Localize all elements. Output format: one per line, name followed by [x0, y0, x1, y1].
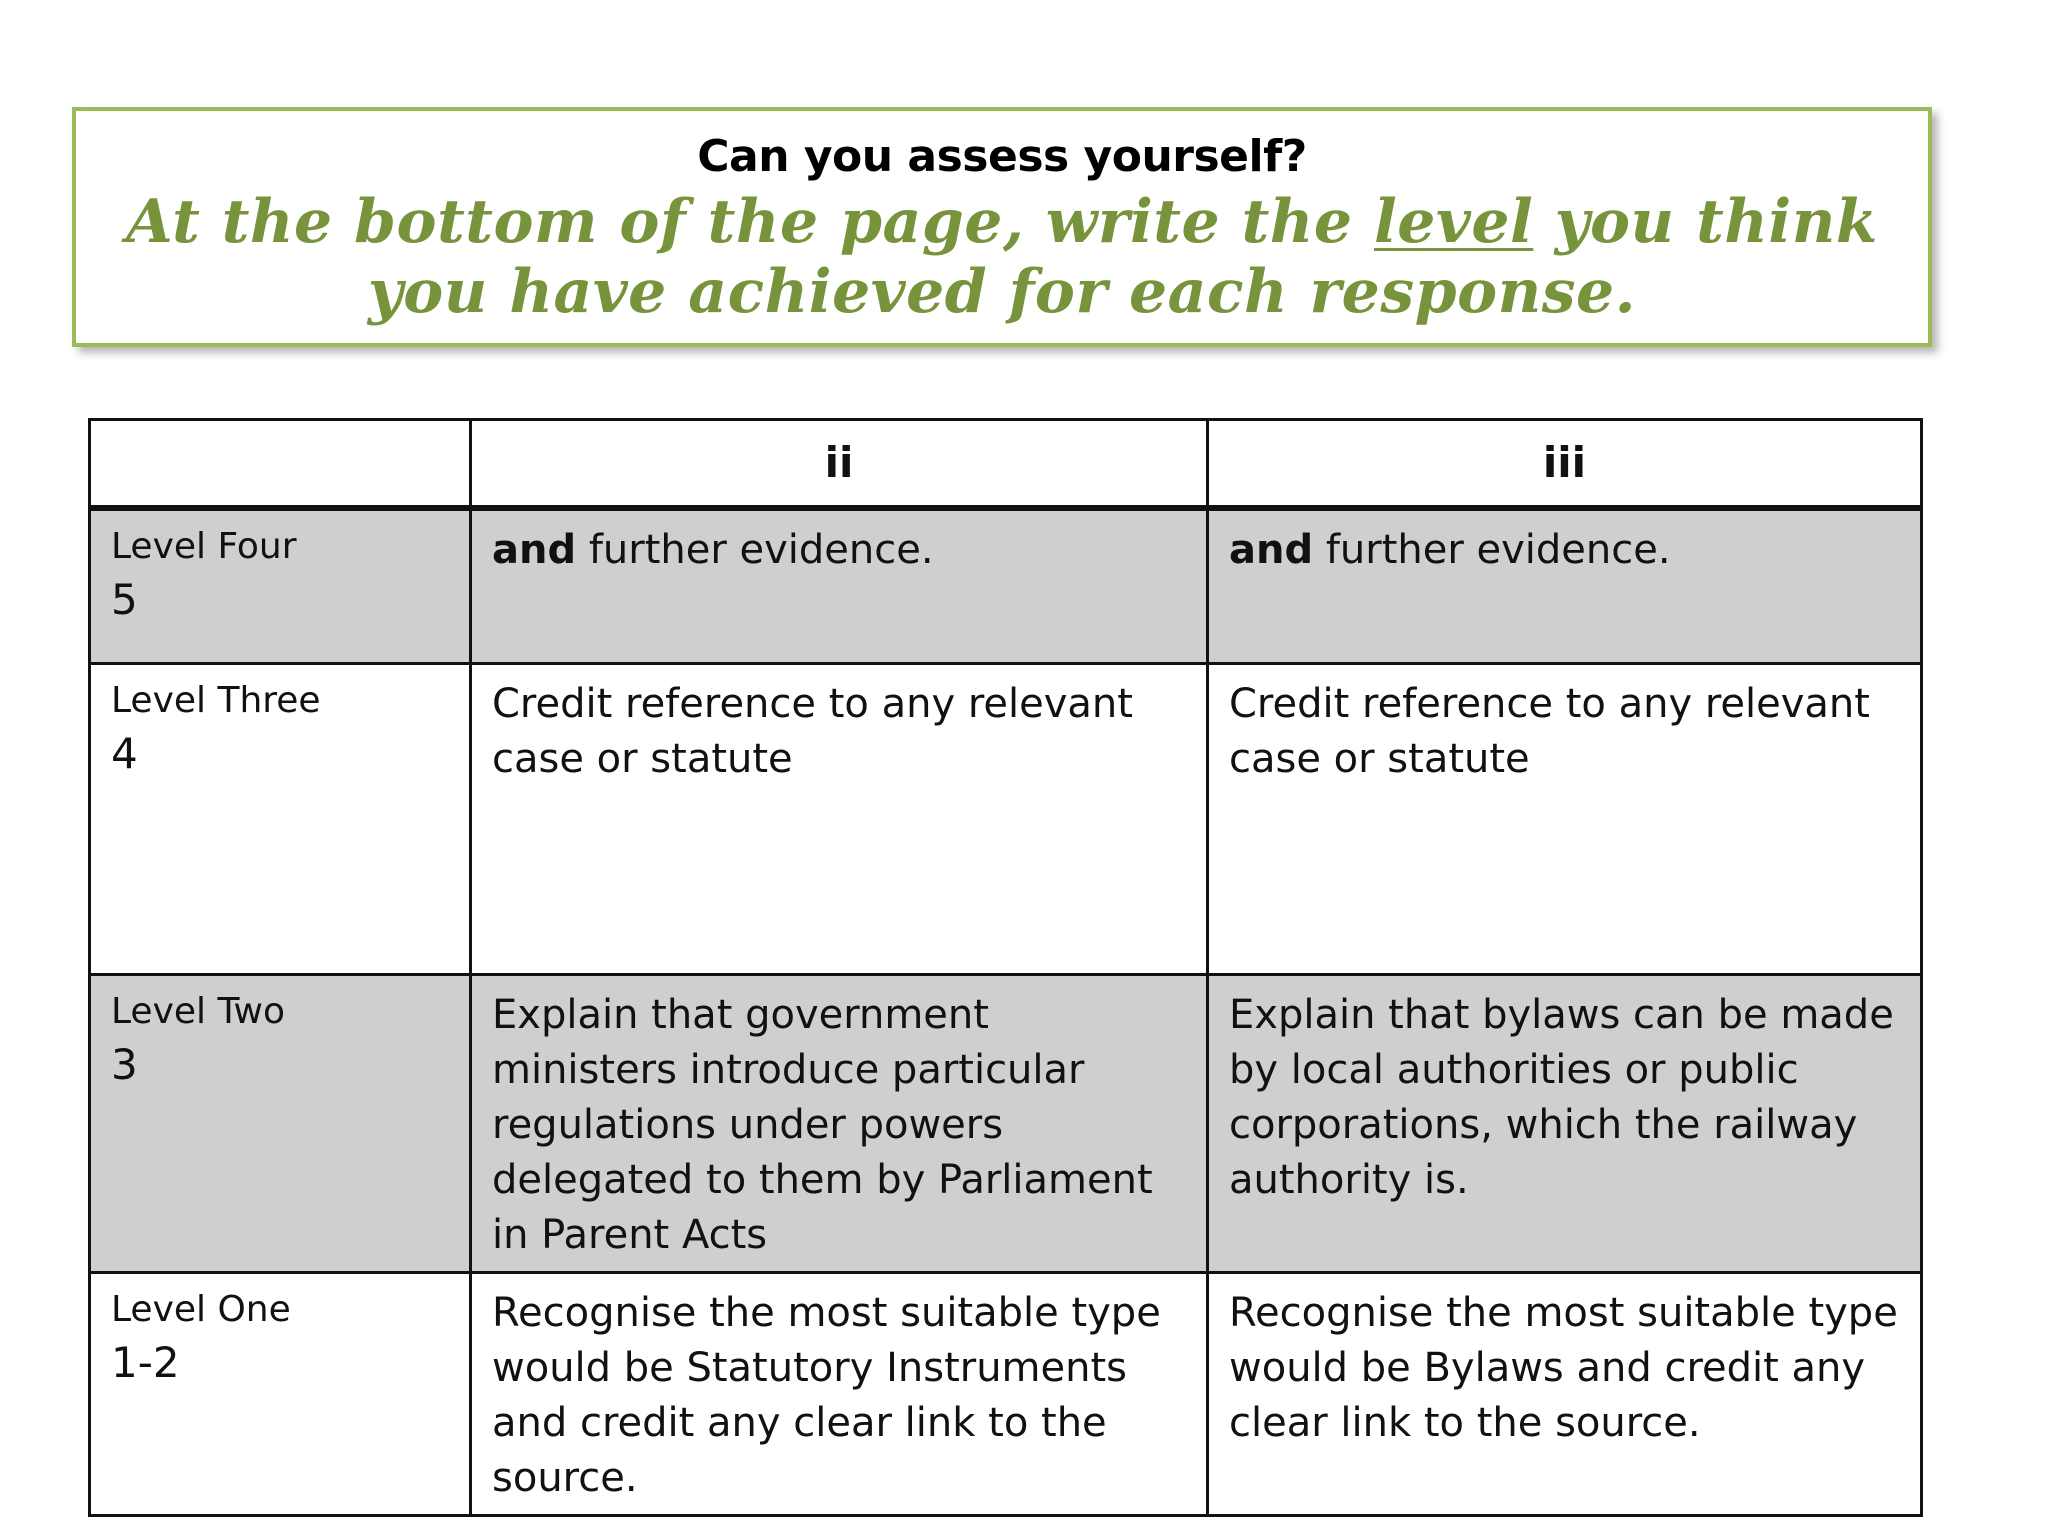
table-row-level-two	[90, 975, 1922, 1273]
criteria-bold: and	[1229, 526, 1314, 573]
criteria-rest: further evidence.	[576, 526, 934, 573]
criteria-bold: and	[492, 526, 577, 573]
table-row-level-three	[90, 664, 1922, 975]
column-header-iii: iii	[1208, 420, 1922, 508]
instruction-text-underlined: level	[1373, 187, 1534, 257]
criteria-text: Explain that bylaws can be made by local authorities or public corporations, which the railway authority is.	[1229, 992, 1894, 1203]
column-header-level	[90, 420, 471, 508]
level-marks: 1-2	[111, 1338, 180, 1387]
criteria-rest: further evidence.	[1313, 526, 1671, 573]
criteria-text: Credit reference to any relevant case or statute	[492, 681, 1133, 782]
criteria-cell-ii	[471, 508, 1208, 664]
criteria-cell-iii	[1208, 1273, 1922, 1516]
column-header-ii: ii	[471, 420, 1208, 508]
instruction-box	[72, 107, 1932, 347]
level-name: Level Three	[111, 680, 321, 721]
criteria-text: Explain that government ministers introduce particular regulations under powers delegated to them by Parliament in Parent Acts	[492, 992, 1153, 1258]
criteria-text: Recognise the most suitable type would be Statutory Instruments and credit any clear link to the source.	[492, 1290, 1161, 1501]
level-marks: 5	[111, 574, 138, 624]
instruction-text-start: At the bottom of the page, write the	[126, 187, 1374, 257]
level-cell	[90, 508, 471, 664]
instruction-text-end: you think you have achieved for each response.	[367, 187, 1878, 327]
criteria-text: Recognise the most suitable type would be Bylaws and credit any clear link to the source.	[1229, 1290, 1898, 1446]
criteria-cell-iii	[1208, 975, 1922, 1273]
level-marks: 3	[111, 1040, 138, 1089]
criteria-text	[1229, 523, 1900, 578]
instruction-text	[96, 187, 1908, 327]
level-name: Level Four	[111, 525, 297, 567]
criteria-cell-ii	[471, 1273, 1208, 1516]
level-cell	[90, 664, 471, 975]
table-row-level-one	[90, 1273, 1922, 1516]
criteria-cell-iii	[1208, 508, 1922, 664]
criteria-text: Credit reference to any relevant case or statute	[1229, 681, 1870, 782]
page-title: Can you assess yourself?	[697, 131, 1307, 182]
criteria-cell-ii	[471, 664, 1208, 975]
level-marks: 4	[111, 729, 138, 778]
criteria-cell-iii	[1208, 664, 1922, 975]
level-name: Level One	[111, 1289, 291, 1330]
level-name: Level Two	[111, 991, 285, 1032]
criteria-cell-ii	[471, 975, 1208, 1273]
mark-scheme-table	[88, 418, 1923, 1517]
level-cell	[90, 975, 471, 1273]
table-row-level-four	[90, 508, 1922, 664]
level-cell	[90, 1273, 471, 1516]
criteria-text	[492, 523, 1186, 578]
table-header-row	[90, 420, 1922, 508]
